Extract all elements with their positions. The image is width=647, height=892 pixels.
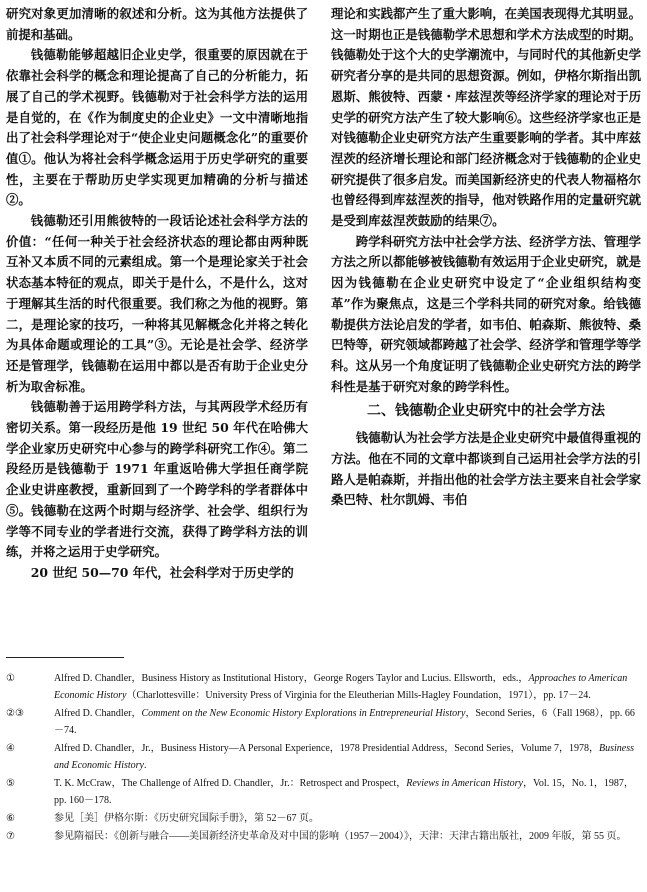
footnote xyxy=(6,810,644,827)
paragraph: 钱德勒还引用熊彼特的一段话论述社会科学方法的价值：“任何一种关于社会经济状态的理论都由两种既互补又本质不同的元素组成。第一个是理论家关于社会状态基本特征的观点，即关于是什么，不是什么，这对于理解其生活的时代很重要。我们称之为他的视野。第二，是理论家的技巧，一种将其见解概念化并将之转化为具体命题或理论的工具”③。无论是社会学、经济学还是管理学，钱德勒在运用中都以是否有助于企业史分析为取舍标准。 xyxy=(6,213,308,394)
footnote xyxy=(6,740,644,774)
footnote-mark: ⑥ xyxy=(6,813,15,824)
footnote-mark: ① xyxy=(6,673,15,684)
footnote-mark: ⑦ xyxy=(6,831,15,842)
paragraph: 跨学科研究方法中社会学方法、经济学方法、管理学方法之所以都能够被钱德勒有效运用于企业史研究，就是因为钱德勒在企业史研究中设定了“企业组织结构变革”作为聚焦点，这是三个学科共同的研究对象。给钱德勒提供方法论启发的学者，如韦伯、帕森斯、熊彼特、桑巴特等，研究领域都跨越了社会学、经济学和管理学等学科。这从另一个角度证明了钱德勒企业史研究方法的跨学科性是基于研究对象的跨学科性。 xyxy=(331,233,641,394)
paragraph: 钱德勒认为社会学方法是企业史研究中最值得重视的方法。他在不同的文章中都谈到自己运用社会学方法的引路人是帕森斯，并指出他的社会学方法主要来自社会学家桑巴特、杜尔凯姆、韦伯 xyxy=(331,430,641,508)
footnote-text: . xyxy=(144,760,147,771)
footnote-title: Approaches to American Economic History xyxy=(54,673,628,701)
footnote-text: （Charlottesville：University Press of Virginia for the Eleutherian Mills-Hagley Foundation，1971），pp. 17－24. xyxy=(126,690,591,701)
footnote-mark: ④ xyxy=(6,743,15,754)
paragraph: 钱德勒善于运用跨学科方法，与其两段学术经历有密切关系。第一段经历是他 19 世纪 50 年代在哈佛大学企业家历史研究中心参与的跨学科研究工作④。第二段经历是钱德勒于 1971 年重返哈佛大学担任商学院企业史讲座教授，重新回到了一个跨学科的学者群体中⑤。钱德勒在这两个时期与经济学、社会学、组织行为学等不同专业的学者进行交流，获得了跨学科方法的训练，并将之运用于史学研究。 xyxy=(6,399,308,560)
footnote xyxy=(6,670,644,704)
footnote-text: Alfred D. Chandler，Business History as Institutional History，George Rogers Taylor and Lucius. Ellsworth，eds.， xyxy=(54,673,529,684)
footnote-text: Alfred D. Chandler，Jr.，Business History—A Personal Experience，1978 Presidential Address，Second Series，Volume 7，1978， xyxy=(54,743,600,754)
paragraph: 20 世纪 50—70 年代，社会科学对于历史学的 xyxy=(30,564,294,580)
footnote-text: Alfred D. Chandler， xyxy=(54,708,142,719)
footnote-divider xyxy=(6,657,124,658)
footnote-mark: ②③ xyxy=(6,708,24,719)
paragraph: 理论和实践都产生了重大影响，在美国表现得尤其明显。这一时期也正是钱德勒学术思想和学术方法成型的时期。钱德勒处于这个大的史学潮流中，与同时代的其他新史学研究者分享的是共同的思想资源。例如，伊格尔斯指出凯恩斯、熊彼特、西蒙・库兹涅茨等经济学家的理论对于历史学的研究方法产生了较大影响⑥。这些经济学家也正是对钱德勒企业史研究方法产生重要影响的学者。其中库兹涅茨的经济增长理论和部门经济概念对于钱德勒的企业史研究提供了很多启发。而美国新经济史的代表人物福格尔也曾经得到库兹涅茨的指导，他对铁路作用的定量研究就是受到库兹涅茨鼓励的结果⑦。 xyxy=(331,6,641,229)
paragraph: 研究对象更加清晰的叙述和分析。这为其他方法提供了前提和基础。 xyxy=(6,6,308,42)
paragraph: 钱德勒能够超越旧企业史学，很重要的原因就在于依靠社会科学的概念和理论提高了自己的分析能力，拓展了自己的学术视野。钱德勒对于社会科学方法的运用是自觉的，在《作为制度史的企业史》一文中清晰地指出了社会科学理论对于“使企业史问题概念化”的重要价值①。他认为将社会科学概念运用于历史学研究的重要性，主要在于帮助历史学实现更加精确的分析与描述②。 xyxy=(6,47,308,208)
footnotes xyxy=(6,670,644,846)
footnote-text: T. K. McCraw，The Challenge of Alfred D. Chandler，Jr.：Retrospect and Prospect， xyxy=(54,778,407,789)
footnote-title: Reviews in American History xyxy=(406,778,523,789)
footnote-text: ，Second Series，6（Fall 1968），pp. 66－74. xyxy=(54,708,635,736)
footnote-text: ，Vol. 15，No. 1，1987，pp. 160－178. xyxy=(54,778,634,806)
footnote-mark: ⑤ xyxy=(6,778,15,789)
right-column xyxy=(331,4,641,511)
left-column xyxy=(6,4,308,584)
section-heading: 二、钱德勒企业史研究中的社会学方法 xyxy=(367,403,605,420)
footnote-title: Business and Economic History xyxy=(54,743,635,771)
footnote-title: Comment on the New Economic History Explorations in Entrepreneurial History xyxy=(141,708,466,719)
footnote xyxy=(6,705,644,739)
footnote xyxy=(6,828,644,845)
footnote xyxy=(6,775,644,809)
footnote-text: 参见隋福民：《创新与融合——美国新经济史革命及对中国的影响（1957－2004）》，天津：天津古籍出版社，2009 年版，第 55 页。 xyxy=(54,831,627,842)
footnote-text: 参见［美］伊格尔斯：《历史研究国际手册》，第 52－67 页。 xyxy=(54,813,319,824)
